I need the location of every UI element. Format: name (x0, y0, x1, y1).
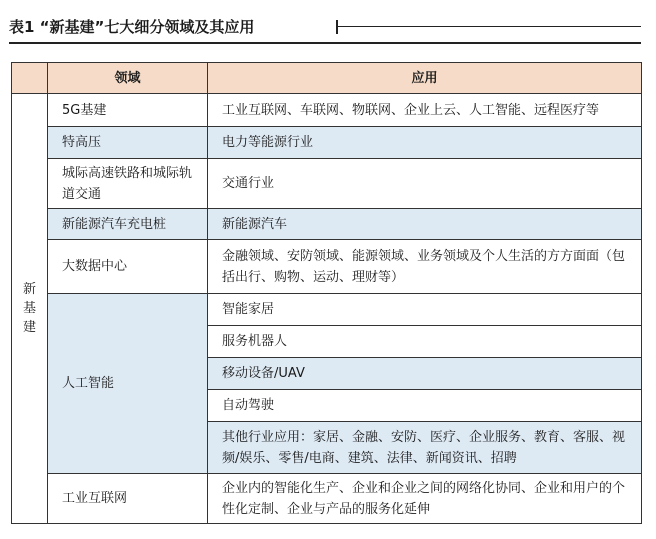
application-cell: 企业内的智能化生产、企业和企业之间的网络化协同、企业和用户的个性化定制、企业与产品的服务化延伸 (208, 474, 642, 524)
new-infrastructure-table (11, 62, 642, 524)
application-cell: 服务机器人 (208, 326, 642, 358)
application-cell: 工业互联网、车联网、物联网、企业上云、人工智能、远程医疗等 (208, 94, 642, 127)
application-cell: 自动驾驶 (208, 390, 642, 422)
application-cell: 智能家居 (208, 294, 642, 326)
header-application: 应用 (208, 63, 642, 94)
field-cell: 人工智能 (48, 294, 208, 474)
field-cell: 5G基建 (48, 94, 208, 127)
application-cell: 电力等能源行业 (208, 127, 642, 159)
field-cell: 工业互联网 (48, 474, 208, 524)
application-cell: 其他行业应用：家居、金融、安防、医疗、企业服务、教育、客服、视频/娱乐、零售/电商、建筑、法律、新闻资讯、招聘 (208, 422, 642, 474)
table-row (12, 294, 642, 326)
header-row (12, 63, 642, 94)
table-row (12, 474, 642, 524)
title-underline (9, 42, 641, 44)
field-cell: 城际高速铁路和城际轨道交通 (48, 159, 208, 209)
application-cell: 交通行业 (208, 159, 642, 209)
field-cell: 大数据中心 (48, 240, 208, 294)
category-cell (12, 94, 48, 524)
header-field: 领域 (48, 63, 208, 94)
table-row (12, 209, 642, 240)
application-cell: 移动设备/UAV (208, 358, 642, 390)
application-cell: 新能源汽车 (208, 209, 642, 240)
table-row (12, 127, 642, 159)
title-rule-tick (336, 20, 338, 34)
field-cell: 新能源汽车充电桩 (48, 209, 208, 240)
table-row (12, 159, 642, 209)
table-title-bar (9, 14, 641, 40)
category-label: 新基建 (22, 282, 36, 335)
table-title: 表1 “新基建”七大细分领域及其应用 (9, 18, 255, 36)
title-rule (338, 26, 641, 27)
table-row (12, 94, 642, 127)
header-corner (12, 63, 48, 94)
table-row (12, 240, 642, 294)
application-cell: 金融领域、安防领域、能源领域、业务领域及个人生活的方方面面（包括出行、购物、运动、理财等） (208, 240, 642, 294)
field-cell: 特高压 (48, 127, 208, 159)
